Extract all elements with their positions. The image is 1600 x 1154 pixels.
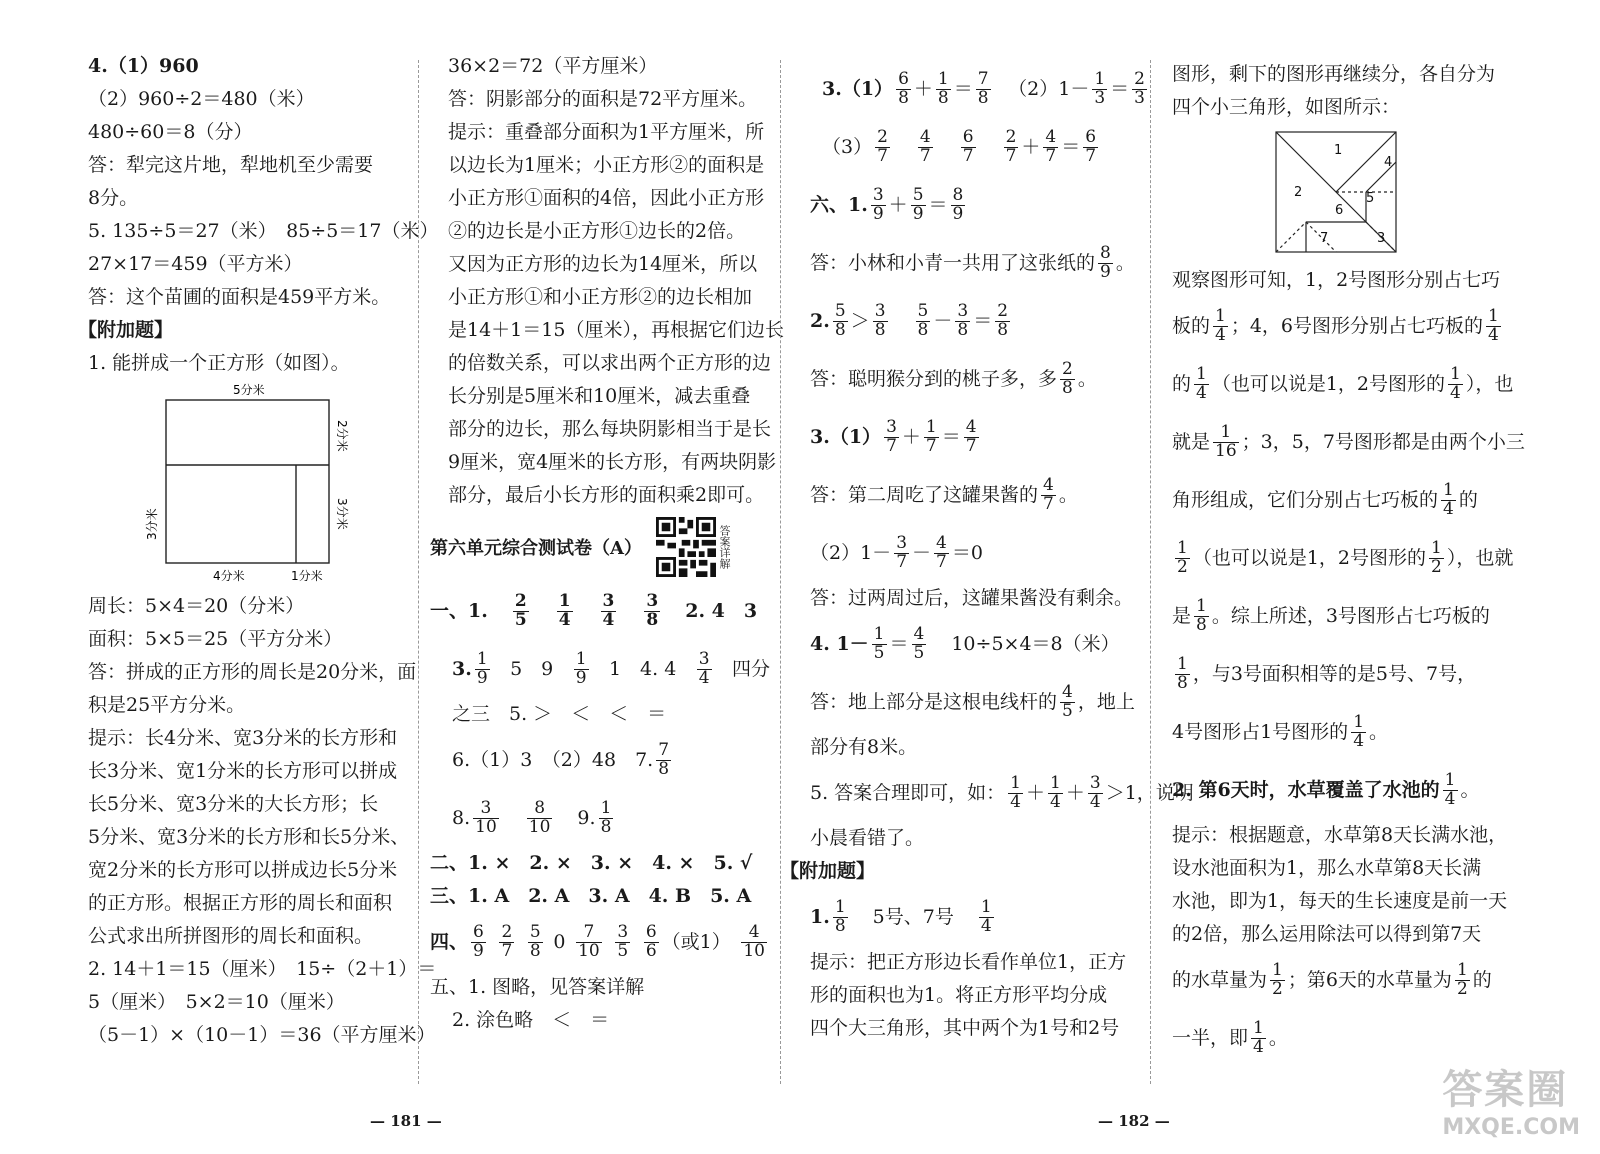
answer-row: 1. $\frac{1}{8}$ 5号、7号 $\frac{1}{4}$ — [810, 896, 992, 936]
line: 答：犁完这片地，犁地机至少需要 — [88, 154, 374, 176]
line: 周长：5×4＝20（分米） — [88, 595, 305, 617]
answer-row: 8. $\frac{3}{10}$ $\frac{8}{10}$ 9. $\frac{1}{8}$ — [452, 797, 612, 837]
hint-line: 一半，即 $\frac{1}{4}$ 。 — [1172, 1017, 1288, 1057]
hint-line: 小正方形①面积的4倍，因此小正方形 — [448, 187, 765, 209]
column-2 — [430, 50, 784, 1037]
hint-line: 设水池面积为1，那么水草第8天长满 — [1172, 857, 1482, 879]
fraction: $\frac{5}{8}$ — [917, 300, 929, 340]
fraction: $\frac{1}{4}$ — [558, 590, 571, 630]
hint-line: 的2倍，那么运用除法可以得到第7天 — [1172, 923, 1482, 945]
hint-line: 长分别是5厘米和10厘米，减去重叠 — [448, 385, 751, 407]
qr-caption: 答案详解 — [717, 525, 731, 569]
fraction: $\frac{7}{10}$ — [578, 921, 600, 961]
fraction: $\frac{3}{7}$ — [886, 416, 897, 456]
page-number: — 182 — — [1098, 1112, 1170, 1130]
fraction: $\frac{1}{4}$ — [1215, 305, 1226, 345]
hint-line: 的水草量为 $\frac{1}{2}$ ；第6天的水草量为 $\frac{1}{2}$ 的 — [1172, 959, 1492, 999]
answer-row: 5. 答案合理即可，如： $\frac{1}{4}$ ＋ $\frac{1}{4}$ ＋ $\frac{3}{4}$ ＞1，说明 — [810, 772, 1194, 812]
fraction: $\frac{3}{8}$ — [874, 300, 886, 340]
fraction: $\frac{4}{7}$ — [965, 416, 977, 456]
fraction: $\frac{4}{5}$ — [913, 623, 925, 663]
fraction: $\frac{2}{3}$ — [1134, 68, 1145, 108]
fraction: $\frac{3}{8}$ — [646, 590, 659, 630]
answer-row: 3.（1） $\frac{3}{7}$ ＋ $\frac{1}{7}$ ＝ $\frac{4}{7}$ — [810, 416, 977, 456]
fraction: $\frac{2}{7}$ — [501, 921, 513, 961]
section-heading: 【附加题】 — [78, 319, 174, 341]
fraction: $\frac{6}{9}$ — [473, 921, 484, 961]
fraction: $\frac{4}{5}$ — [1062, 681, 1073, 721]
hint-line: 提示：根据题意，水草第8天长满水池， — [1172, 824, 1508, 846]
line: 4.（1）960 — [88, 55, 199, 77]
fraction: $\frac{4}{10}$ — [743, 921, 765, 961]
tangram-label-1: 1 — [1334, 143, 1343, 158]
fraction: $\frac{7}{8}$ — [977, 68, 989, 108]
tangram-label-5: 5 — [1366, 191, 1375, 206]
fraction: $\frac{1}{2}$ — [1431, 537, 1442, 577]
line: 5（厘米） 5×2＝10（厘米） — [88, 991, 345, 1013]
hint-line: 又因为正方形的边长为14厘米，所以 — [448, 253, 758, 275]
column-4 — [1172, 58, 1525, 1067]
fraction: $\frac{1}{8}$ — [937, 68, 949, 108]
hint-line: 长5分米、宽3分米的大长方形；长 — [88, 793, 379, 815]
line: 2. 14＋1＝15（厘米） 15÷（2＋1）＝ — [88, 958, 437, 980]
fig-bottom-label-2: 1分米 — [291, 569, 323, 583]
fraction: $\frac{1}{3}$ — [1094, 68, 1106, 108]
answer-row: 二、1. × 2. × 3. × 4. × 5. √ — [430, 852, 753, 874]
line: 角形组成，它们分别占七巧板的 $\frac{1}{4}$ 的 — [1172, 479, 1478, 519]
fraction: $\frac{3}{5}$ — [617, 921, 629, 961]
fraction: $\frac{6}{7}$ — [962, 126, 974, 166]
fraction: $\frac{6}{6}$ — [645, 921, 657, 961]
fraction: $\frac{5}{8}$ — [834, 300, 846, 340]
fraction: $\frac{3}{9}$ — [872, 184, 884, 224]
fig-right-label-2: 3分米 — [335, 498, 349, 530]
line: 四个小三角形，如图所示： — [1172, 96, 1401, 118]
answer-row: 三、1. A 2. A 3. A 4. B 5. A — [430, 885, 752, 907]
tangram-label-7: 7 — [1320, 231, 1329, 246]
fraction: $\frac{8}{9}$ — [1100, 242, 1111, 282]
column-divider — [780, 60, 781, 1084]
answer-row: 六、1. $\frac{3}{9}$ ＋ $\frac{5}{9}$ ＝ $\frac{8}{9}$ — [810, 184, 964, 224]
fig-bottom-label-1: 4分米 — [213, 569, 245, 583]
answer-row: 答：第二周吃了这罐果酱的 $\frac{4}{7}$ 。 — [810, 474, 1078, 514]
tangram-label-2: 2 — [1294, 185, 1303, 200]
column-divider — [1150, 60, 1151, 1084]
page-number: — 181 — — [370, 1112, 442, 1130]
hint-line: 9厘米，宽4厘米的长方形，有两块阴影 — [448, 451, 777, 473]
qr-code-icon — [656, 517, 716, 577]
hint-line: 的倍数关系，可以求出两个正方形的边 — [448, 352, 772, 374]
hint-line: 提示：重叠部分面积为1平方厘米，所 — [448, 121, 765, 143]
answer-row: 答：聪明猴分到的桃子多，多 $\frac{2}{8}$ 。 — [810, 358, 1097, 398]
column-divider — [418, 60, 419, 1084]
watermark-logo: 答案圈 — [1442, 1067, 1569, 1113]
fraction: $\frac{1}{5}$ — [873, 623, 885, 663]
fig-left-label: 3分米 — [145, 508, 159, 540]
answer-row: 6.（1）3 （2）48 7. $\frac{7}{8}$ — [452, 739, 670, 779]
fraction: $\frac{2}{7}$ — [1005, 126, 1017, 166]
fig-right-label-1: 2分米 — [335, 420, 349, 452]
fraction: $\frac{4}{7}$ — [919, 126, 931, 166]
fraction: $\frac{1}{2}$ — [1272, 959, 1283, 999]
fraction: $\frac{8}{9}$ — [952, 184, 964, 224]
fraction: $\frac{1}{2}$ — [1177, 537, 1188, 577]
hint-line: 的正方形。根据正方形的周长和面积 — [88, 892, 393, 914]
fraction: $\frac{1}{7}$ — [925, 416, 937, 456]
fig-top-label: 5分米 — [233, 383, 265, 397]
fraction: $\frac{4}{7}$ — [1043, 474, 1054, 514]
answer-row: 答：过两周过后，这罐果酱没有剩余。 — [810, 587, 1134, 609]
fraction: $\frac{1}{4}$ — [1444, 769, 1456, 809]
column-1 — [78, 50, 439, 1052]
fraction: $\frac{1}{4}$ — [980, 896, 992, 936]
line: 2. 第6天时，水草覆盖了水池的 $\frac{1}{4}$ 。 — [1172, 769, 1480, 809]
hint-line: 提示：长4分米、宽3分米的长方形和 — [88, 727, 398, 749]
answer-row: （2）1－ $\frac{3}{7}$ － $\frac{4}{7}$ ＝0 — [810, 532, 983, 572]
fraction: $\frac{2}{5}$ — [514, 590, 527, 630]
fraction: $\frac{1}{9}$ — [476, 648, 488, 688]
tangram-label-6: 6 — [1335, 203, 1344, 218]
fraction: $\frac{3}{4}$ — [698, 648, 710, 688]
answer-row: 3.（1） $\frac{6}{8}$ ＋ $\frac{1}{8}$ ＝ $\frac{7}{8}$ （2）1－ $\frac{1}{3}$ ＝ $\frac{2}{3}$ — [822, 68, 1145, 108]
line: 答：阴影部分的面积是72平方厘米。 — [448, 88, 758, 110]
fraction: $\frac{1}{4}$ — [1196, 363, 1207, 403]
watermark — [1442, 1058, 1580, 1140]
fraction: $\frac{1}{8}$ — [1196, 595, 1207, 635]
hint-line: 公式求出所拼图形的周长和面积。 — [88, 925, 374, 947]
answer-row: （3） $\frac{2}{7}$ $\frac{4}{7}$ $\frac{6}{7}$ $\frac{2}{7}$ ＋ $\frac{4}{7}$ ＝ $\frac{6}{7}$ — [822, 126, 1097, 166]
fraction: $\frac{1}{8}$ — [834, 896, 846, 936]
answer-row: 四、 $\frac{6}{9}$ $\frac{2}{7}$ $\frac{5}{8}$ 0 $\frac{7}{10}$ $\frac{3}{5}$ $\frac{6}{6}$ （或1） $\frac{4}{10}$ — [430, 921, 765, 961]
fraction: $\frac{1}{8}$ — [600, 797, 612, 837]
answer-row: 部分有8米。 — [810, 736, 918, 758]
hint-line: 提示：把正方形边长看作单位1，正方 — [810, 951, 1127, 973]
line: $\frac{1}{8}$ ，与3号面积相等的是5号、7号， — [1177, 653, 1477, 693]
fraction: $\frac{1}{4}$ — [1488, 305, 1499, 345]
fraction: $\frac{1}{8}$ — [1177, 653, 1188, 693]
line: 36×2＝72（平方厘米） — [448, 55, 658, 77]
hint-line: 水池，即为1，每天的生长速度是前一天 — [1172, 890, 1508, 912]
hint-line: 四个大三角形，其中两个为1号和2号 — [810, 1017, 1120, 1039]
answer-row: 2. $\frac{5}{8}$ ＞ $\frac{3}{8}$ $\frac{5}{8}$ － $\frac{3}{8}$ ＝ $\frac{2}{8}$ — [810, 300, 1009, 340]
line: 就是 $\frac{1}{16}$ ；3，5，7号图形都是由两个小三 — [1172, 421, 1525, 461]
line: 1. 能拼成一个正方形（如图）。 — [88, 352, 350, 374]
fraction: $\frac{4}{7}$ — [936, 532, 947, 572]
fraction: $\frac{1}{4}$ — [1353, 711, 1365, 751]
fraction: $\frac{2}{8}$ — [997, 300, 1009, 340]
hint-line: 部分，最后小长方形的面积乘2即可。 — [448, 484, 765, 506]
section-heading: 【附加题】 — [780, 860, 876, 882]
line: 面积：5×5＝25（平方分米） — [88, 628, 343, 650]
answer-row: 五、1. 图略，见答案详解 — [430, 976, 645, 998]
line: 积是25平方分米。 — [88, 694, 246, 716]
answer-row: 3. $\frac{1}{9}$ 5 9 $\frac{1}{9}$ 1 4. 4 $\frac{3}{4}$ 四分 — [452, 648, 770, 688]
fraction: $\frac{1}{2}$ — [1456, 959, 1468, 999]
answer-row: 2. 涂色略 ＜ ＝ — [452, 1009, 610, 1031]
hint-line: 部分的边长，那么每块阴影相当于是长 — [448, 418, 772, 440]
fraction: $\frac{2}{8}$ — [1062, 358, 1073, 398]
fraction: $\frac{3}{8}$ — [957, 300, 969, 340]
hint-line: 是14＋1＝15（厘米），再根据它们边长 — [448, 319, 784, 341]
fraction: $\frac{1}{4}$ — [1450, 363, 1461, 403]
hint-line: 宽2分米的长方形可以拼成边长5分米 — [88, 859, 398, 881]
line: 答：拼成的正方形的周长是20分米，面 — [88, 661, 417, 683]
fraction: $\frac{8}{10}$ — [528, 797, 551, 837]
tangram-label-4: 4 — [1384, 155, 1393, 170]
line: （2）960÷2＝480（米） — [88, 88, 315, 110]
test-title-row — [430, 512, 770, 582]
fraction: $\frac{3}{7}$ — [896, 532, 908, 572]
hint-line: 5分米、宽3分米的长方形和长5分米、 — [88, 826, 410, 848]
line: 答：这个苗圃的面积是459平方米。 — [88, 286, 391, 308]
line: 是 $\frac{1}{8}$ 。综上所述，3号图形占七巧板的 — [1172, 595, 1490, 635]
watermark-url: MXQE.COM — [1442, 1115, 1580, 1140]
hint-line: 以边长为1厘米；小正方形②的面积是 — [448, 154, 765, 176]
fraction: $\frac{5}{8}$ — [529, 921, 541, 961]
fraction: $\frac{4}{7}$ — [1045, 126, 1057, 166]
fraction: $\frac{1}{4}$ — [1253, 1017, 1264, 1057]
line: 8分。 — [88, 187, 139, 209]
line: 的 $\frac{1}{4}$ （也可以说是1，2号图形的 $\frac{1}{4}$ ），也 — [1172, 363, 1514, 403]
hint-line: 长3分米、宽1分米的长方形可以拼成 — [88, 760, 398, 782]
hint-line: ②的边长是小正方形①边长的2倍。 — [448, 220, 746, 242]
tangram-figure — [1172, 124, 1492, 264]
answer-row: 答：小林和小青一共用了这张纸的 $\frac{8}{9}$ 。 — [810, 242, 1135, 282]
fraction: $\frac{1}{16}$ — [1215, 421, 1237, 461]
tangram-label-3: 3 — [1377, 231, 1386, 246]
answer-row: 答：地上部分是这根电线杆的 $\frac{4}{5}$ ，地上 — [810, 681, 1135, 721]
square-figure — [88, 380, 408, 590]
fraction: $\frac{2}{7}$ — [877, 126, 888, 166]
fraction: $\frac{1}{4}$ — [1443, 479, 1454, 519]
answer-row: 4. 1－ $\frac{1}{5}$ ＝ $\frac{4}{5}$ 10÷5×4＝8（米） — [810, 623, 1120, 663]
answer-row: 小晨看错了。 — [810, 827, 925, 849]
fraction: $\frac{6}{7}$ — [1085, 126, 1097, 166]
fraction: $\frac{3}{4}$ — [1089, 772, 1101, 812]
fraction: $\frac{6}{8}$ — [898, 68, 909, 108]
line: 4号图形占1号图形的 $\frac{1}{4}$ 。 — [1172, 711, 1389, 751]
line: 27×17＝459（平方米） — [88, 253, 303, 275]
fraction: $\frac{1}{4}$ — [1050, 772, 1061, 812]
line: $\frac{1}{2}$ （也可以说是1，2号图形的 $\frac{1}{2}$ ），也就 — [1177, 537, 1514, 577]
line: 板的 $\frac{1}{4}$ ；4，6号图形分别占七巧板的 $\frac{1}{4}$ — [1172, 305, 1499, 345]
answer-row: 一、1. $\frac{2}{5}$ $\frac{1}{4}$ $\frac{3}{4}$ $\frac{3}{8}$ 2. 4 3 — [430, 590, 758, 630]
fraction: $\frac{7}{8}$ — [658, 739, 670, 779]
fraction: $\frac{3}{4}$ — [602, 590, 615, 630]
line: 5. 135÷5＝27（米） 85÷5＝17（米） — [88, 220, 439, 242]
fraction: $\frac{1}{9}$ — [575, 648, 587, 688]
fraction: $\frac{3}{10}$ — [475, 797, 497, 837]
test-title: 第六单元综合测试卷（A） — [430, 538, 642, 559]
fraction: $\frac{5}{9}$ — [912, 184, 924, 224]
fraction: $\frac{1}{4}$ — [1010, 772, 1021, 812]
line: （5－1）×（10－1）＝36（平方厘米） — [88, 1024, 436, 1046]
line: 图形，剩下的图形再继续分，各自分为 — [1172, 63, 1496, 85]
hint-line: 形的面积也为1。将正方形平均分成 — [810, 984, 1108, 1006]
answer-row: 之三 5. ＞ ＜ ＜ ＝ — [452, 703, 667, 725]
line: 观察图形可知，1，2号图形分别占七巧 — [1172, 269, 1501, 291]
hint-line: 小正方形①和小正方形②的边长相加 — [448, 286, 753, 308]
line: 480÷60＝8（分） — [88, 121, 253, 143]
